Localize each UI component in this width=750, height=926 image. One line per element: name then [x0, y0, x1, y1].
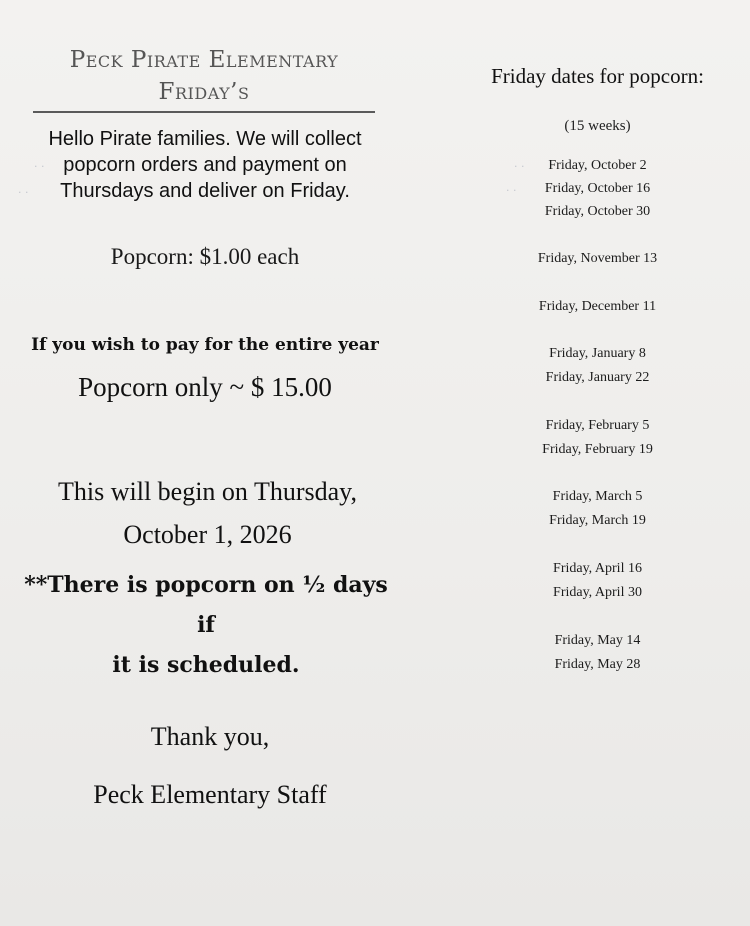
schedule-date: Friday, October 2 [548, 158, 647, 173]
schedule-weeks: (15 weeks) [564, 118, 631, 134]
year-plan-label: If you wish to pay for the entire year [31, 335, 379, 355]
schedule-date: Friday, October 30 [544, 204, 651, 219]
schedule-date: Friday, May 28 [554, 657, 641, 672]
schedule-date: Friday, October 16 [544, 181, 651, 196]
schedule-date: Friday, March 19 [549, 513, 646, 528]
closing-signature: Peck Elementary Staff [93, 780, 327, 809]
schedule-date: Friday, February 19 [542, 442, 653, 457]
price-each: Popcorn: $1.00 each [110, 244, 300, 269]
schedule-date: Friday, May 14 [554, 633, 641, 648]
schedule-date: Friday, January 8 [549, 346, 646, 361]
schedule-date: Friday, March 5 [552, 489, 643, 504]
schedule-date: Friday, November 13 [537, 251, 658, 266]
half-day-note [16, 565, 396, 685]
schedule-date: Friday, February 5 [545, 418, 650, 433]
schedule-date: Friday, December 11 [538, 299, 657, 314]
school-name: Peck Pirate Elementary [69, 47, 339, 73]
half-day-line-1: **There is popcorn on ½ days if [24, 572, 388, 638]
intro-paragraph: Hello Pirate families. We will collect popcorn orders and payment on Thursdays and deliver on Friday. [48, 128, 362, 202]
schedule-title: Friday dates for popcorn: [491, 64, 704, 88]
schedule-date: Friday, January 22 [545, 370, 650, 385]
scan-smudge: · · [34, 160, 45, 173]
start-notice [20, 470, 395, 556]
heading-divider [33, 111, 375, 113]
half-day-line-2: it is scheduled. [112, 652, 300, 678]
schedule-date: Friday, April 16 [553, 561, 642, 576]
schedule-date: Friday, April 30 [553, 585, 642, 600]
start-date: October 1, 2026 [123, 520, 292, 549]
school-heading [34, 44, 374, 108]
scan-smudge: · · [514, 160, 525, 173]
scan-smudge: · · [506, 184, 517, 197]
scan-smudge: · · [18, 186, 29, 199]
year-plan-price: Popcorn only ~ $ 15.00 [78, 372, 332, 402]
start-line-1: This will begin on Thursday, [58, 477, 357, 506]
closing-thanks: Thank you, [150, 722, 270, 751]
heading-fridays: Friday’s [158, 79, 250, 105]
